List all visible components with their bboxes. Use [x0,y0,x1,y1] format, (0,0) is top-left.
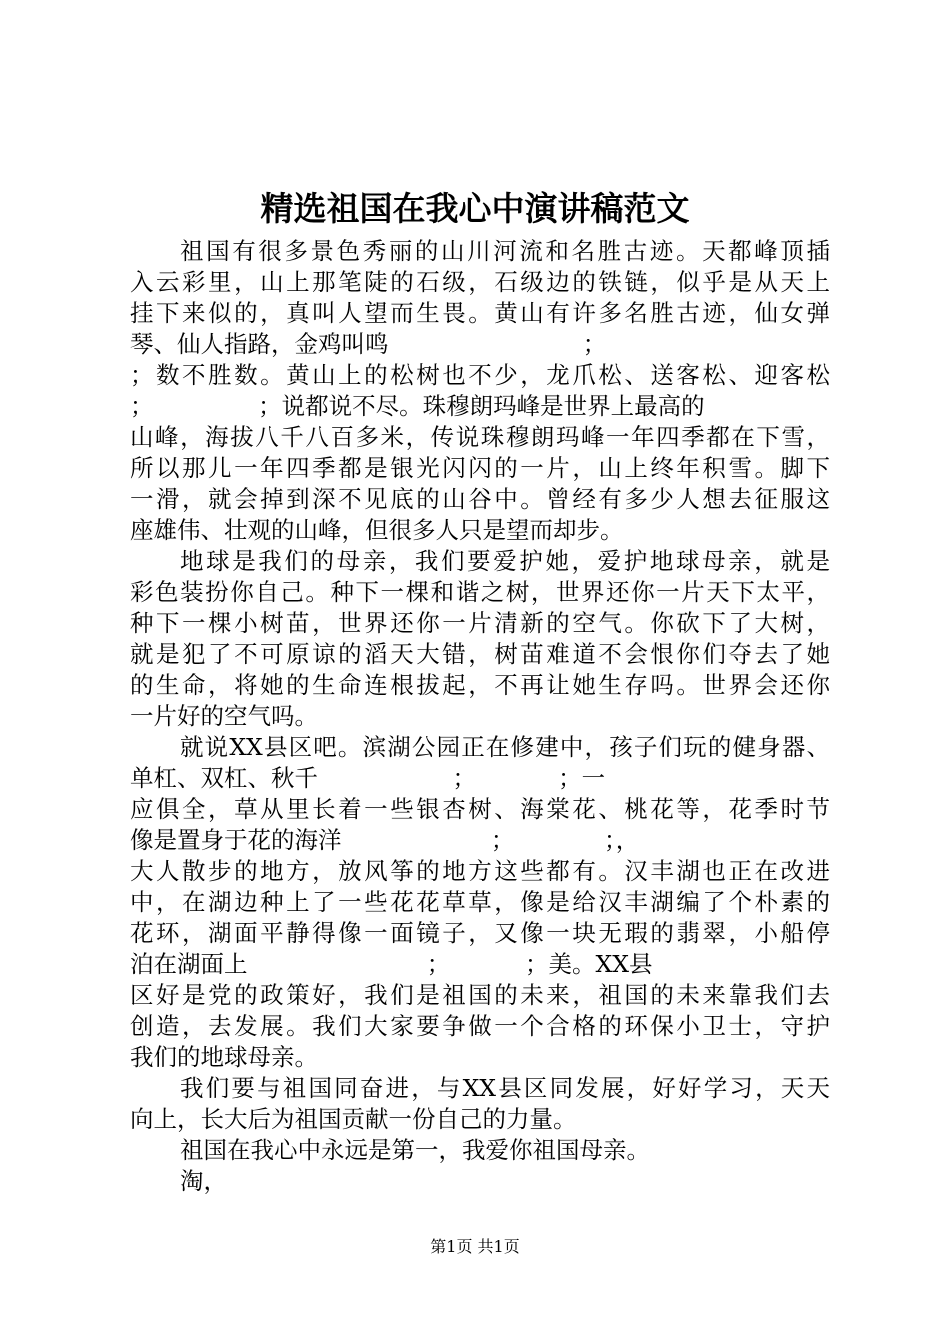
body-line: 彩色装扮你自己。种下一棵和谐之树，世界还你一片天下太平， [130,578,830,606]
body-line: 淘， [180,1167,227,1195]
body-line: 座雄伟、壮观的山峰，但很多人只是望而却步。 [130,516,624,544]
body-line: 我们的地球母亲。 [130,1043,318,1071]
body-line: 就是犯了不可原谅的滔天大错，树苗难道不会恨你们夺去了她 [130,640,830,668]
body-line: 挂下来似的，真叫人望而生畏。黄山有许多名胜古迹，仙女弹 [130,299,830,327]
body-line: 琴、仙人指路，金鸡叫鸣 ； [130,330,607,358]
body-line: 区好是党的政策好，我们是祖国的未来，祖国的未来靠我们去 [130,981,830,1009]
body-line: 就说XX县区吧。滨湖公园正在修建中，孩子们玩的健身器、 [180,733,830,761]
body-line: 入云彩里，山上那笔陡的石级，石级边的铁链，似乎是从天上 [130,268,830,296]
body-line: 种下一棵小树苗，世界还你一片清新的空气。你砍下了大树， [130,609,830,637]
body-line: 泊在湖面上 ； ；美。XX县 [130,950,653,978]
body-line: ； ；说都说不尽。珠穆朗玛峰是世界上最高的 [130,392,705,420]
body-line: ；数不胜数。黄山上的松树也不少，龙爪松、送客松、迎客松 [130,361,830,389]
body-line: 大人散步的地方，放风筝的地方这些都有。汉丰湖也正在改进 [130,857,830,885]
body-line: 应俱全，草从里长着一些银杏树、海棠花、桃花等，花季时节 [130,795,830,823]
body-line: 祖国有很多景色秀丽的山川河流和名胜古迹。天都峰顶插 [180,237,830,265]
page-number: 第1页 共1页 [430,1237,520,1256]
body-line: 地球是我们的母亲，我们要爱护她，爱护地球母亲，就是 [180,547,830,575]
body-line: 一滑，就会掉到深不见底的山谷中。曾经有多少人想去征服这 [130,485,830,513]
body-line: 祖国在我心中永远是第一，我爱你祖国母亲。 [180,1136,650,1164]
body-line: 我们要与祖国同奋进，与XX县区同发展，好好学习，天天 [180,1074,830,1102]
body-line: 的生命，将她的生命连根拔起，不再让她生存吗。世界会还你 [130,671,830,699]
body-line: 花环，湖面平静得像一面镜子，又像一块无瑕的翡翠，小船停 [130,919,830,947]
body-line: 山峰，海拔八千八百多米，传说珠穆朗玛峰一年四季都在下雪， [130,423,830,451]
body-line: 像是置身于花的海洋 ； ；， [130,826,640,854]
body-line: 一片好的空气吗。 [130,702,318,730]
body-line: 向上，长大后为祖国贡献一份自己的力量。 [130,1105,577,1133]
body-line: 创造，去发展。我们大家要争做一个合格的环保小卫士，守护 [130,1012,830,1040]
document-title: 精选祖国在我心中演讲稿范文 [260,189,690,228]
body-line: 所以那儿一年四季都是银光闪闪的一片，山上终年积雪。脚下 [130,454,830,482]
body-line: 中，在湖边种上了一些花花草草，像是给汉丰湖编了个朴素的 [130,888,830,916]
body-line: 单杠、双杠、秋千 ； ；一 [130,764,606,792]
